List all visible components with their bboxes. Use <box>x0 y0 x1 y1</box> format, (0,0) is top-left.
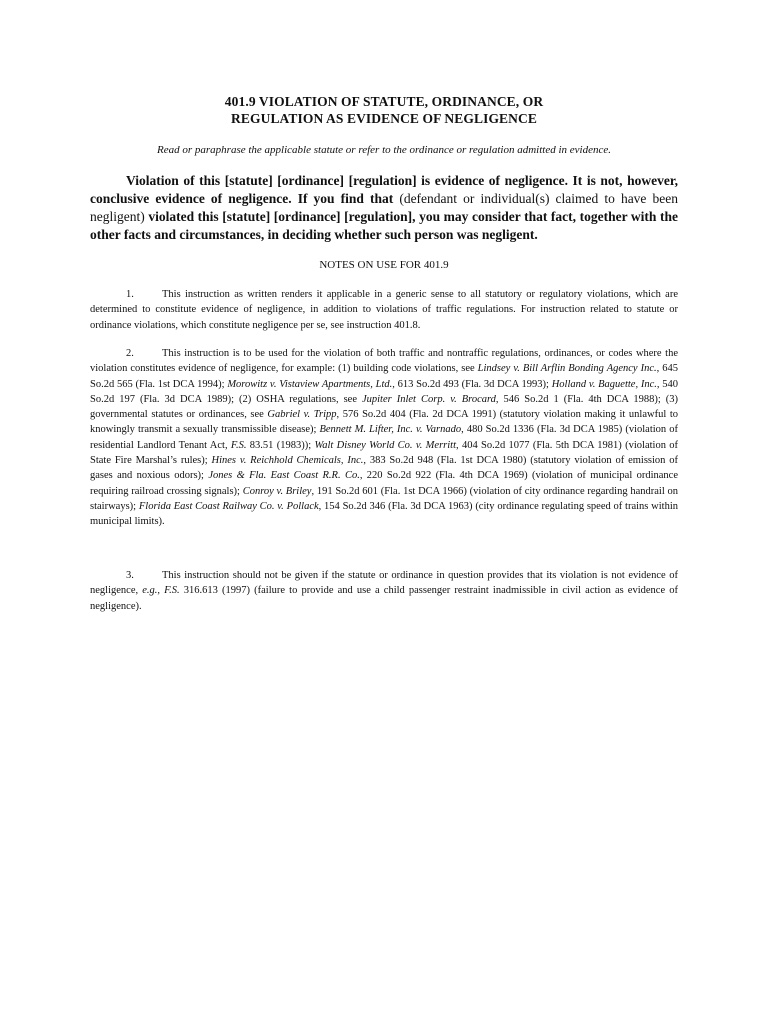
note-text: , 613 So.2d 493 (Fla. 3d DCA 1993); <box>392 378 552 390</box>
note-text: , 576 So.2d 404 (Fla. 2d DCA 1991) (statutory violation making it unlawful to knowingly transmit a sexually transmissible disease); <box>90 409 679 436</box>
note-paragraph-1 <box>90 287 678 333</box>
instruction-note: Read or paraphrase the applicable statute or refer to the ordinance or regulation admitted in evidence. <box>157 144 611 156</box>
case-citation: Morowitz v. Vistaview Apartments, Ltd. <box>227 378 393 390</box>
note-text: , 540 So.2d 197 (Fla. 3d DCA 1989); (2) OSHA regulations, see <box>90 378 679 405</box>
case-citation: Hines v. Reichhold Chemicals, Inc. <box>211 455 364 467</box>
case-citation: Holland v. Baguette, Inc. <box>551 378 657 390</box>
title-line-1: 401.9 VIOLATION OF STATUTE, ORDINANCE, OR <box>224 94 544 109</box>
title-line-2: REGULATION AS EVIDENCE OF NEGLIGENCE <box>231 111 537 126</box>
note-text: , 383 So.2d 948 (Fla. 1st DCA 1980) (statutory violation of emission of gases and noxious odors); <box>90 455 678 482</box>
case-citation: Florida East Coast Railway Co. v. Pollack <box>138 500 319 512</box>
note-text: This instruction as written renders it applicable in a generic sense to all statutory or regulatory violations, which are determined to constitute evidence of negligence, in addition to violations of traffic regulations. For instruction related to statute or ordinance violations, which constitute negligence per se, see instruction 401.8. <box>90 289 678 331</box>
case-citation: Walt Disney World Co. v. Merritt <box>314 439 457 451</box>
instruction-bold-1: Violation of this [statute] [ordinance] [regulation] is evidence of negligence. It is not, however, conclusive evidence of negligence. If you find that <box>90 173 678 206</box>
note-text: 83.51 (1983)); <box>246 439 315 451</box>
case-citation: Conroy v. Briley <box>242 485 312 497</box>
note-text: , 546 So.2d 1 (Fla. 4th DCA 1988); (3) governmental statutes or ordinances, see <box>90 393 678 421</box>
note-number: 3. <box>126 570 134 581</box>
case-citation: Jones & Fla. East Coast R.R. Co. <box>208 470 360 482</box>
note-text: , 480 So.2d 1336 (Fla. 3d DCA 1985) (violation of residential Landlord Tenant Act, <box>90 424 678 451</box>
note-number: 2. <box>126 348 134 359</box>
note-number: 1. <box>126 289 134 300</box>
instruction-bold-2: violated this [statute] [ordinance] [regulation], you may consider that fact, together with the other facts and circumstances, in deciding whether such person was negligent. <box>90 209 679 242</box>
note-paragraph-2 <box>90 346 678 530</box>
note-text: , 191 So.2d 601 (Fla. 1st DCA 1966) (violation of city ordinance regarding handrail on stairways); <box>90 485 678 512</box>
case-citation: Gabriel v. Tripp <box>267 409 337 421</box>
note-text: , 220 So.2d 922 (Fla. 4th DCA 1969) (violation of municipal ordinance requiring railroad crossing signals); <box>90 470 679 497</box>
instruction-plain: (defendant or individual(s) claimed to have been negligent) <box>90 191 679 224</box>
statute-citation: F.S. <box>230 439 247 451</box>
case-citation: Bennett M. Lifter, Inc. v. Varnado <box>319 424 462 436</box>
jury-instruction <box>90 172 678 244</box>
notes-heading: NOTES ON USE FOR 401.9 <box>319 259 449 271</box>
statute-citation: e.g., F.S. <box>142 585 180 597</box>
case-citation: Lindsey v. Bill Arflin Bonding Agency Inc. <box>477 363 657 375</box>
note-text: This instruction is to be used for the violation of both traffic and nontraffic regulations, ordinances, or codes where the violation constitutes evidence of negligence, for example: (1) building code violations, see <box>90 348 678 375</box>
page-title <box>0 93 768 127</box>
note-text: , 404 So.2d 1077 (Fla. 5th DCA 1981) (violation of State Fire Marshal’s rules); <box>90 439 678 467</box>
note-text: 316.613 (1997) (failure to provide and use a child passenger restraint inadmissible in civil action as evidence of negligence). <box>90 585 678 612</box>
note-text: , 645 So.2d 565 (Fla. 1st DCA 1994); <box>90 363 679 390</box>
note-text: , 154 So.2d 346 (Fla. 3d DCA 1963) (city ordinance regulating speed of trains within municipal limits). <box>90 500 678 528</box>
case-citation: Jupiter Inlet Corp. v. Brocard <box>361 393 496 405</box>
note-paragraph-3 <box>90 568 678 614</box>
note-text: This instruction should not be given if the statute or ordinance in question provides that its violation is not evidence of negligence, <box>90 570 678 597</box>
